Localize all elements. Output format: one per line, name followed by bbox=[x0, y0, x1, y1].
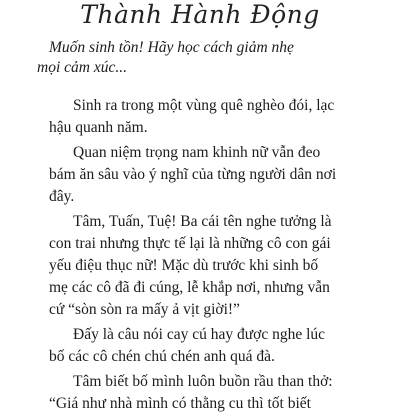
text-line: “Giá như nhà mình có thằng cu thì tốt biết bbox=[49, 395, 311, 412]
text-line: yếu điệu thục nữ! Mặc dù trước khi sinh bố bbox=[49, 257, 319, 274]
paragraph bbox=[49, 95, 354, 139]
chapter-title: Thành Hành Động bbox=[80, 0, 320, 29]
text-line: Tâm, Tuấn, Tuệ! Ba cái tên nghe tưởng là bbox=[73, 213, 332, 230]
subtitle-line: Muốn sinh tồn! Hãy học cách giảm nhẹ bbox=[49, 39, 294, 56]
text-line: hậu quanh năm. bbox=[49, 119, 148, 136]
text-line: bố các cô chén chú chén anh quá đà. bbox=[49, 348, 275, 365]
text-line: bám ăn sâu vào ý nghĩ của từng người dân nơi bbox=[49, 166, 337, 183]
text-line: mẹ các cô đã đi cúng, lễ khắp nơi, nhưng vẫn bbox=[49, 279, 330, 296]
paragraph bbox=[49, 211, 354, 321]
text-line: cứ “sòn sòn ra mấy ả vịt giời!” bbox=[49, 301, 240, 318]
paragraph bbox=[49, 324, 354, 368]
text-line: Đấy là câu nói cay cú hay được nghe lúc bbox=[73, 326, 326, 343]
paragraph bbox=[49, 142, 354, 208]
text-line: Sinh ra trong một vùng quê nghèo đói, lạc bbox=[73, 97, 335, 114]
text-line: Tâm biết bố mình luôn buồn rầu than thở: bbox=[73, 373, 333, 390]
paragraph bbox=[49, 371, 354, 415]
body-text bbox=[49, 95, 354, 418]
text-line: con trai nhưng thực tế lại là những cô con gái bbox=[49, 235, 331, 252]
text-line: đây. bbox=[49, 188, 75, 205]
subtitle-line: mọi cảm xúc... bbox=[37, 59, 127, 76]
text-line: Quan niệm trọng nam khinh nữ vẫn đeo bbox=[73, 144, 321, 161]
chapter-subtitle bbox=[37, 38, 349, 78]
